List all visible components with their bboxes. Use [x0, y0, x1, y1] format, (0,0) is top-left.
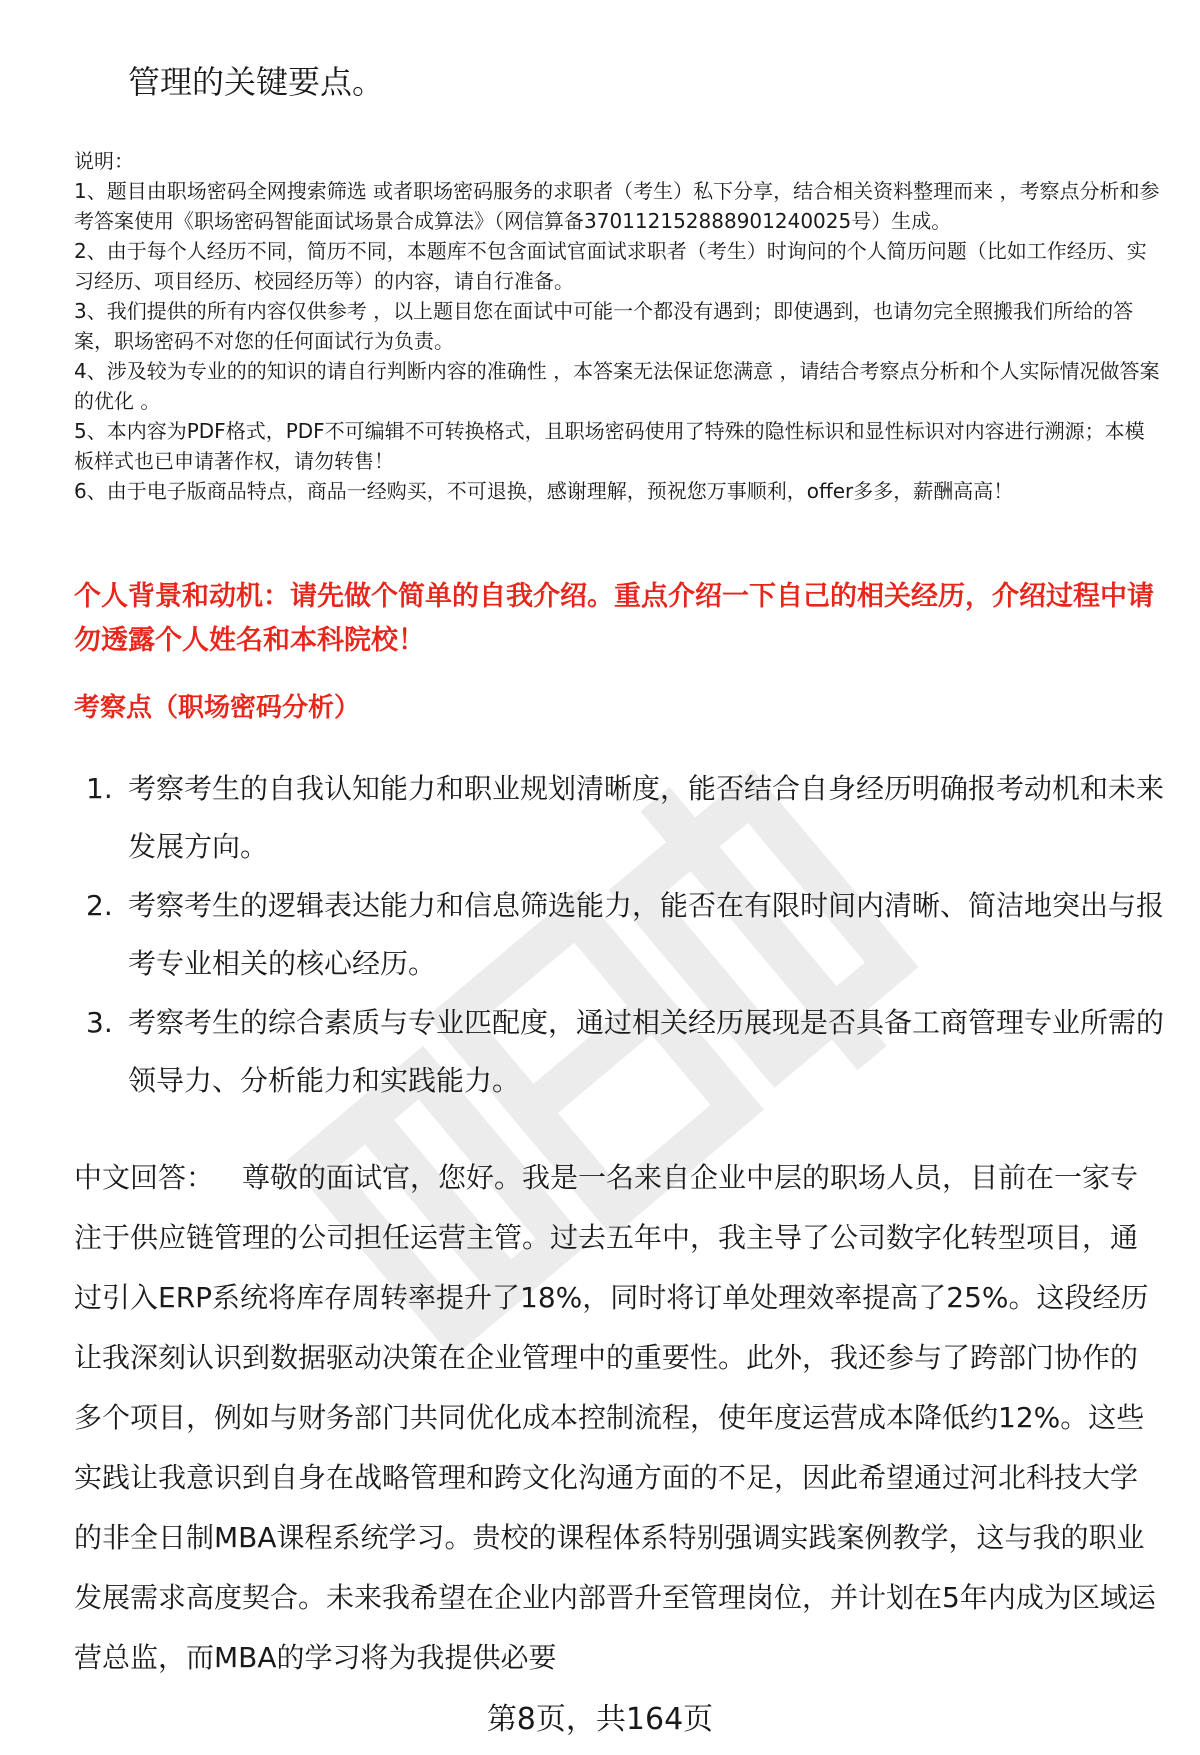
assessment-points-title: 考察点（职场密码分析） [74, 693, 361, 723]
point-number: 1. [86, 772, 113, 805]
note-item-6: 6、由于电子版商品特点，商品一经购买，不可退换，感谢理解，预祝您万事顺利，offer多多，薪酬高高！ [74, 479, 1014, 503]
assessment-point [74, 877, 1164, 993]
continued-heading: 管理的关键要点。 [128, 63, 385, 101]
point-number: 2. [86, 889, 113, 922]
page-number: 第8页，共164页 [486, 1702, 714, 1737]
note-item-4: 4、涉及较为专业的的知识的请自行判断内容的准确性 ，本答案无法保证您满意 ，请结合考察点分析和个人实际情况做答案的优化 。 [74, 359, 1160, 413]
assessment-points-list [74, 760, 1164, 1111]
interview-question: 个人背景和动机：请先做个简单的自我介绍。重点介绍一下自己的相关经历，介绍过程中请勿透露个人姓名和本科院校！ [74, 581, 1154, 656]
notes-title: 说明： [74, 149, 134, 173]
note-item-3: 3、我们提供的所有内容仅供参考 ，以上题目您在面试中可能一个都没有遇到；即使遇到，也请勿完全照搬我们所给的答案，职场密码不对您的任何面试行为负责。 [74, 299, 1134, 353]
note-item-2: 2、由于每个人经历不同，简历不同，本题库不包含面试官面试求职者（考生）时询问的个人简历问题（比如工作经历、实习经历、项目经历、校园经历等）的内容，请自行准备。 [74, 239, 1147, 293]
note-item-1: 1、题目由职场密码全网搜索筛选 或者职场密码服务的求职者（考生）私下分享，结合相关资料整理而来 ，考察点分析和参考答案使用《职场密码智能面试场景合成算法》（网信算备370112152888901240025号）生成。 [74, 179, 1160, 233]
point-text: 考察考生的综合素质与专业匹配度，通过相关经历展现是否具备工商管理专业所需的领导力、分析能力和实践能力。 [128, 1006, 1165, 1097]
answer-label: 中文回答： [74, 1161, 215, 1194]
point-text: 考察考生的自我认知能力和职业规划清晰度，能否结合自身经历明确报考动机和未来发展方向。 [128, 772, 1165, 863]
note-item-5: 5、本内容为PDF格式，PDF不可编辑不可转换格式，且职场密码使用了特殊的隐性标识和显性标识对内容进行溯源；本模板样式也已申请著作权，请勿转售！ [74, 419, 1145, 473]
assessment-point [74, 994, 1164, 1110]
notes-section [74, 146, 1164, 506]
chinese-answer [74, 1148, 1164, 1688]
assessment-point [74, 760, 1164, 876]
point-text: 考察考生的逻辑表达能力和信息筛选能力，能否在有限时间内清晰、简洁地突出与报考专业相关的核心经历。 [128, 889, 1165, 980]
point-number: 3. [86, 1006, 113, 1039]
answer-text: 尊敬的面试官，您好。我是一名来自企业中层的职场人员，目前在一家专注于供应链管理的公司担任运营主管。过去五年中，我主导了公司数字化转型项目，通过引入ERP系统将库存周转率提升了18%，同时将订单处理效率提高了25%。这段经历让我深刻认识到数据驱动决策在企业管理中的重要性。此外，我还参与了跨部门协作的多个项目，例如与财务部门共同优化成本控制流程，使年度运营成本降低约12%。这些实践让我意识到自身在战略管理和跨文化沟通方面的不足，因此希望通过河北科技大学的非全日制MBA课程系统学习。贵校的课程体系特别强调实践案例教学，这与我的职业发展需求高度契合。未来我希望在企业内部晋升至管理岗位，并计划在5年内成为区域运营总监，而MBA的学习将为我提供必要 [74, 1161, 1156, 1674]
